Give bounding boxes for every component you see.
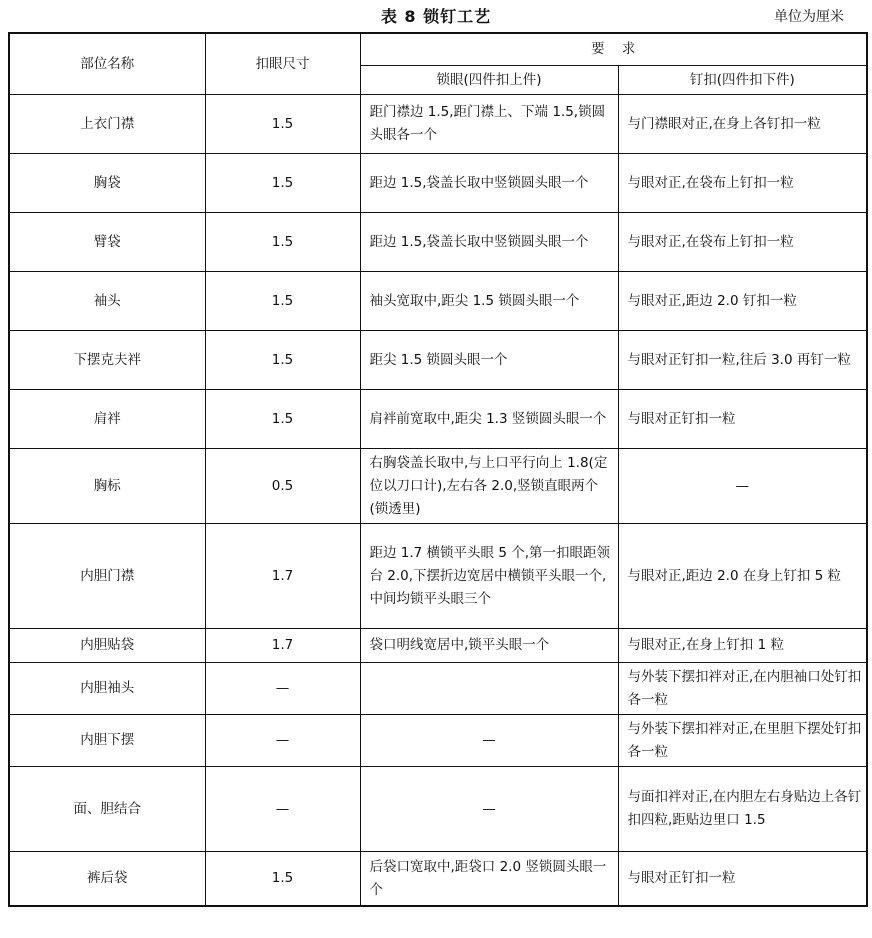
table-row: [9, 852, 867, 907]
header-part-name: 部位名称: [9, 33, 205, 95]
button-requirement-cell: 与面扣袢对正,在内胆左右身贴边上各钉扣四粒,距贴边里口 1.5: [618, 767, 867, 852]
part-name-cell: 内胆下摆: [9, 715, 205, 767]
button-requirement-cell: 与眼对正,在身上钉扣 1 粒: [618, 629, 867, 663]
buttonhole-size-cell: 1.5: [205, 390, 360, 449]
part-name-cell: 胸标: [9, 449, 205, 524]
buttonhole-requirement-cell: 袋口明线宽居中,锁平头眼一个: [360, 629, 618, 663]
buttonhole-size-cell: 1.7: [205, 629, 360, 663]
button-requirement-cell: 与眼对正,在袋布上钉扣一粒: [618, 213, 867, 272]
buttonhole-requirement-cell: 距尖 1.5 锁圆头眼一个: [360, 331, 618, 390]
header-buttonhole: 锁眼(四件扣上件): [360, 66, 618, 95]
buttonhole-requirement-cell: 右胸袋盖长取中,与上口平行向上 1.8(定位以刀口计),左右各 2.0,竖锁直眼两个(锁透里): [360, 449, 618, 524]
part-name-cell: 内胆贴袋: [9, 629, 205, 663]
button-requirement-cell: —: [618, 449, 867, 524]
button-requirement-cell: 与外装下摆扣袢对正,在内胆袖口处钉扣各一粒: [618, 663, 867, 715]
buttonhole-size-cell: 1.5: [205, 852, 360, 907]
buttonhole-requirement-cell: [360, 663, 618, 715]
unit-note: 单位为厘米: [774, 9, 844, 25]
buttonhole-size-cell: 1.7: [205, 524, 360, 629]
table-row: [9, 213, 867, 272]
header-buttonhole-size: 扣眼尺寸: [205, 33, 360, 95]
buttonhole-size-cell: 1.5: [205, 213, 360, 272]
buttonhole-size-cell: —: [205, 767, 360, 852]
part-name-cell: 内胆袖头: [9, 663, 205, 715]
part-name-cell: 面、胆结合: [9, 767, 205, 852]
locking-process-table: [8, 32, 868, 907]
buttonhole-size-cell: 1.5: [205, 272, 360, 331]
part-name-cell: 胸袋: [9, 154, 205, 213]
table-row: [9, 449, 867, 524]
buttonhole-requirement-cell: —: [360, 715, 618, 767]
buttonhole-size-cell: 1.5: [205, 154, 360, 213]
button-requirement-cell: 与眼对正钉扣一粒: [618, 390, 867, 449]
table-row: [9, 390, 867, 449]
buttonhole-requirement-cell: —: [360, 767, 618, 852]
buttonhole-requirement-cell: 距边 1.5,袋盖长取中竖锁圆头眼一个: [360, 213, 618, 272]
button-requirement-cell: 与眼对正,在袋布上钉扣一粒: [618, 154, 867, 213]
table-row: [9, 629, 867, 663]
table-row: [9, 154, 867, 213]
button-requirement-cell: 与眼对正钉扣一粒: [618, 852, 867, 907]
part-name-cell: 下摆克夫袢: [9, 331, 205, 390]
buttonhole-requirement-cell: 肩袢前宽取中,距尖 1.3 竖锁圆头眼一个: [360, 390, 618, 449]
buttonhole-requirement-cell: 距门襟边 1.5,距门襟上、下端 1.5,锁圆头眼各一个: [360, 95, 618, 154]
table-row: [9, 331, 867, 390]
part-name-cell: 袖头: [9, 272, 205, 331]
table-row: [9, 767, 867, 852]
button-requirement-cell: 与眼对正钉扣一粒,往后 3.0 再钉一粒: [618, 331, 867, 390]
table-row: [9, 524, 867, 629]
part-name-cell: 内胆门襟: [9, 524, 205, 629]
table-row: [9, 663, 867, 715]
buttonhole-requirement-cell: 后袋口宽取中,距袋口 2.0 竖锁圆头眼一个: [360, 852, 618, 907]
part-name-cell: 肩袢: [9, 390, 205, 449]
buttonhole-size-cell: 1.5: [205, 95, 360, 154]
header-row-1: [9, 33, 867, 66]
button-requirement-cell: 与门襟眼对正,在身上各钉扣一粒: [618, 95, 867, 154]
buttonhole-size-cell: —: [205, 663, 360, 715]
part-name-cell: 臂袋: [9, 213, 205, 272]
table-row: [9, 95, 867, 154]
buttonhole-requirement-cell: 袖头宽取中,距尖 1.5 锁圆头眼一个: [360, 272, 618, 331]
table-title: 表 8 锁钉工艺: [380, 7, 492, 26]
buttonhole-size-cell: 1.5: [205, 331, 360, 390]
button-requirement-cell: 与外装下摆扣袢对正,在里胆下摆处钉扣各一粒: [618, 715, 867, 767]
header-requirements: 要 求: [360, 33, 867, 66]
buttonhole-requirement-cell: 距边 1.5,袋盖长取中竖锁圆头眼一个: [360, 154, 618, 213]
header-button: 钉扣(四件扣下件): [618, 66, 867, 95]
button-requirement-cell: 与眼对正,距边 2.0 钉扣一粒: [618, 272, 867, 331]
buttonhole-size-cell: 0.5: [205, 449, 360, 524]
buttonhole-requirement-cell: 距边 1.7 横锁平头眼 5 个,第一扣眼距领台 2.0,下摆折边宽居中横锁平头眼一个,中间均锁平头眼三个: [360, 524, 618, 629]
part-name-cell: 裤后袋: [9, 852, 205, 907]
button-requirement-cell: 与眼对正,距边 2.0 在身上钉扣 5 粒: [618, 524, 867, 629]
part-name-cell: 上衣门襟: [9, 95, 205, 154]
buttonhole-size-cell: —: [205, 715, 360, 767]
table-row: [9, 272, 867, 331]
table-row: [9, 715, 867, 767]
